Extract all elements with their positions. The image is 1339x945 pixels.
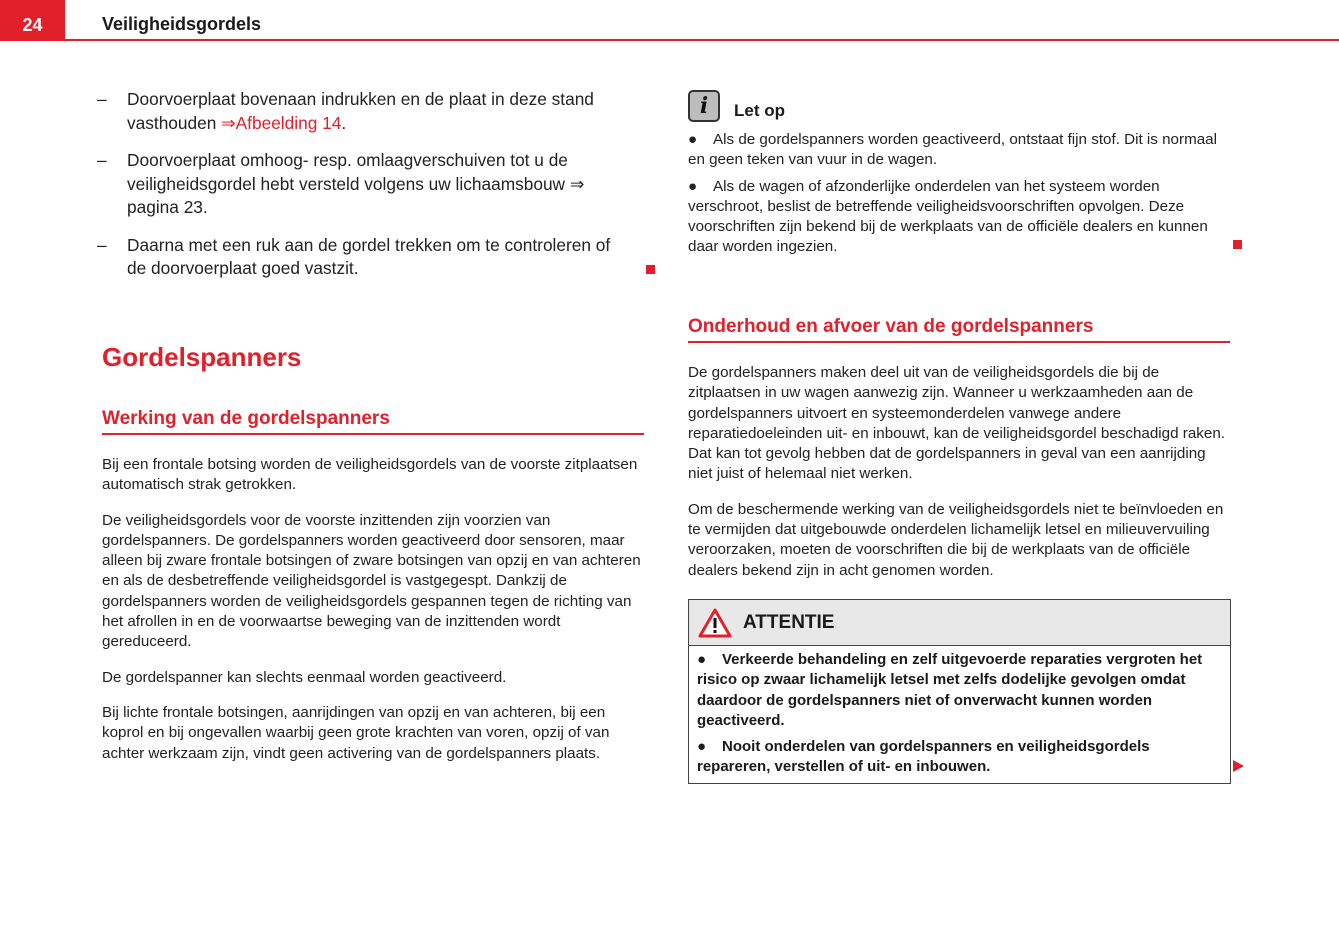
paragraph: Bij lichte frontale botsingen, aanrijdingen van opzij en van achteren, bij een koprol en bij ongevallen waarbij geen grote krachten van voren, opzij of van achter werkzaam zijn, vindt geen activering van de gordelspanners plaats. bbox=[102, 703, 610, 762]
paragraph: De gordelspanners maken deel uit van de veiligheidsgordels die bij de zitplaatsen in uw wagen aanwezig zijn. Wanneer u werkzaamheden aan de gordelspanners uitvoert en systeemonderdelen vanwege andere reparatiedoeleinden uit- en inbouwt, kan de veiligheidsgordel beschadigd raken. Dat kan tot gevolg hebben dat de gordelspanners in geval van een aanrijding niet juist of helemaal niet werken. bbox=[688, 364, 1225, 483]
note-bullet bbox=[688, 130, 1220, 171]
note-box bbox=[688, 88, 1220, 258]
note-header bbox=[688, 88, 1220, 124]
warning-triangle-icon bbox=[697, 607, 733, 639]
step-item bbox=[97, 149, 634, 220]
chapter-title: Gordelspanners bbox=[102, 342, 302, 372]
note-bullet bbox=[688, 177, 1220, 258]
continue-arrow-icon bbox=[1233, 760, 1244, 772]
section-title: Werking van de gordelspanners bbox=[102, 408, 644, 435]
warning-title: ATTENTIE bbox=[743, 611, 835, 633]
note-end-marker bbox=[1233, 240, 1242, 249]
step-list bbox=[97, 88, 634, 281]
note-bullet-text: Als de wagen of afzonderlijke onderdelen van het systeem worden verschroot, beslist de betreffende veiligheidsvoorschriften opvolgen. Deze voorschriften zijn bekend bij de werkplaats van de officiële dealers en kunnen daar worden ingezien. bbox=[688, 177, 1208, 256]
section-onderhoud bbox=[688, 316, 1230, 596]
section-end-marker bbox=[646, 265, 655, 274]
step-text: Doorvoerplaat omhoog- resp. omlaagverschuiven tot u de veiligheidsgordel hebt versteld volgens uw lichaamsbouw ⇒ pagina 23. bbox=[127, 150, 585, 217]
figure-link[interactable]: ⇒Afbeelding 14 bbox=[221, 112, 342, 133]
right-column bbox=[688, 88, 1233, 776]
paragraph: De gordelspanner kan slechts eenmaal worden geactiveerd. bbox=[102, 668, 507, 686]
note-bullet-text: Als de gordelspanners worden geactiveerd, ontstaat fijn stof. Dit is normaal en geen teken van vuur in de wagen. bbox=[688, 131, 1217, 169]
paragraph: De veiligheidsgordels voor de voorste inzittenden zijn voorzien van gordelspanners. De gordelspanners worden geactiveerd door sensoren, maar alleen bij zware frontale botsingen of zware botsingen van opzij en van achteren en als de desbetreffende veiligheidsgordel is vastgegespt. Dankzij de gordelspanners worden de veiligheidsgordels gespannen tegen de richting van het afrollen in en de voorwaartse beweging van de inzittenden wordt gereduceerd. bbox=[102, 511, 641, 651]
page-header bbox=[0, 0, 1339, 42]
paragraph: Om de beschermende werking van de veiligheidsgordels niet te beïnvloeden en te vermijden dat uitgebouwde onderdelen lichamelijk letsel en milieuvervuiling veroorzaken, moeten de voorschriften die bij de werkplaats van de officiële dealers bekend zijn in acht genomen worden. bbox=[688, 500, 1224, 579]
step-item bbox=[97, 88, 634, 135]
header-rule bbox=[65, 39, 1339, 41]
step-text: Daarna met een ruk aan de gordel trekken om te controleren of de doorvoerplaat goed vastzit. bbox=[127, 234, 611, 278]
dash-marker: – bbox=[97, 150, 107, 170]
warning-bullet bbox=[697, 650, 1222, 731]
warning-bullet-text: Nooit onderdelen van gordelspanners en veiligheidsgordels repareren, verstellen of uit- en inbouwen. bbox=[697, 738, 1150, 776]
paragraph: Bij een frontale botsing worden de veiligheidsgordels van de voorste zitplaatsen automatisch strak getrokken. bbox=[102, 456, 638, 494]
warning-header bbox=[689, 600, 1230, 646]
warning-body bbox=[689, 646, 1230, 783]
dash-marker: – bbox=[97, 234, 107, 255]
info-icon: i bbox=[688, 90, 720, 122]
bullet-dot: ● bbox=[688, 131, 698, 148]
bullet-dot: ● bbox=[697, 738, 707, 756]
step-item bbox=[97, 234, 634, 281]
running-header-title: Veiligheidsgordels bbox=[102, 14, 262, 34]
warning-bullet bbox=[697, 737, 1222, 778]
step-text: Doorvoerplaat bovenaan indrukken en de plaat in deze stand vasthouden bbox=[127, 89, 594, 133]
section-werking bbox=[102, 408, 644, 779]
warning-bullet-text: Verkeerde behandeling en zelf uitgevoerde reparaties vergroten het risico op zwaar lichamelijk letsel met zelfs dodelijke gevolgen omdat daardoor de gordelspanners niet of onverwacht kunnen worden geactiveerd. bbox=[697, 651, 1203, 729]
bullet-dot: ● bbox=[688, 177, 698, 195]
warning-box bbox=[688, 599, 1231, 784]
section-title: Onderhoud en afvoer van de gordelspanners bbox=[688, 316, 1230, 343]
page-number: 24 bbox=[0, 0, 65, 41]
step-text-end: . bbox=[341, 112, 347, 133]
note-title: Let op bbox=[734, 101, 785, 120]
left-column bbox=[97, 88, 647, 762]
bullet-dot: ● bbox=[697, 651, 707, 668]
dash-marker: – bbox=[97, 89, 107, 109]
